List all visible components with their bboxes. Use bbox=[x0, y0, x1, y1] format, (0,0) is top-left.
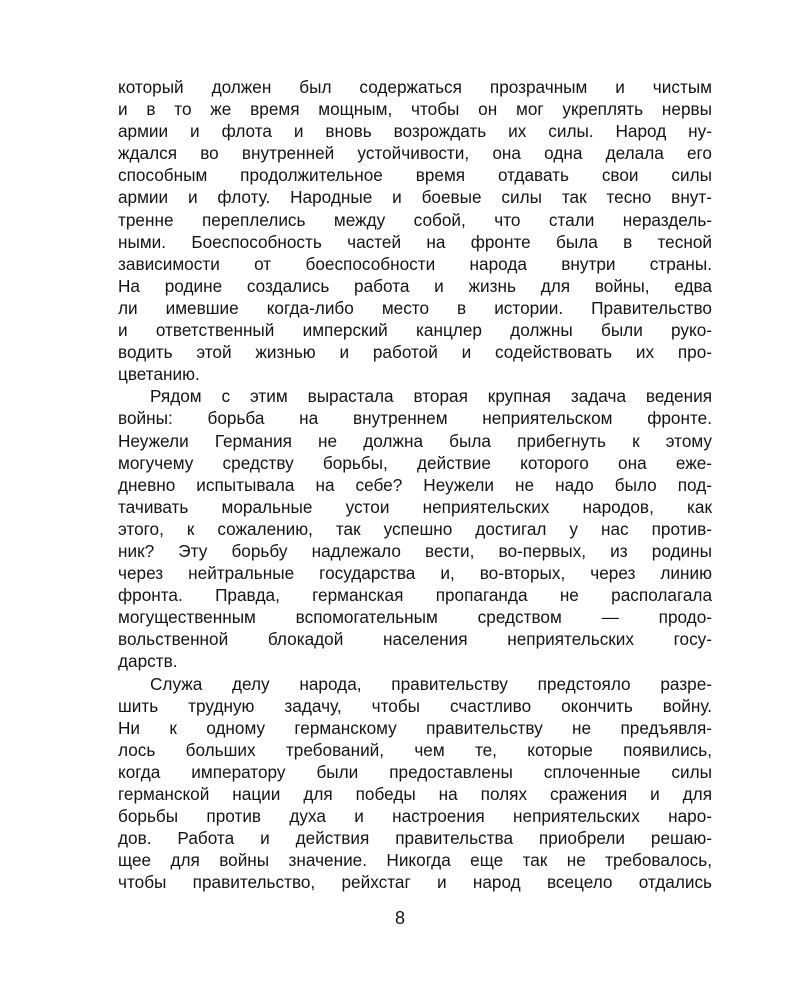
text-line: и ответственный имперский канцлер должны были руко- bbox=[118, 320, 712, 341]
text-line: могучему средству борьбы, действие которого она еже- bbox=[118, 452, 712, 473]
text-line: когда императору были предоставлены сплоченные силы bbox=[118, 761, 712, 782]
text-line: и в то же время мощным, чтобы он мог укреплять нервы bbox=[118, 99, 712, 120]
text-line: могущественным вспомогательным средством — продо- bbox=[118, 607, 712, 628]
text-line: армии и флоту. Народные и боевые силы так тесно внут- bbox=[118, 187, 712, 208]
text-line: войны: борьба на внутреннем неприятельском фронте. bbox=[118, 408, 712, 429]
text-line: способным продолжительное время отдавать свои силы bbox=[118, 165, 712, 186]
text-line: Неужели Германия не должна была прибегнуть к этому bbox=[118, 430, 712, 451]
text-line: армии и флота и вновь возрождать их силы. Народ ну- bbox=[118, 121, 712, 142]
text-line: германской нации для победы на полях сражения и для bbox=[118, 784, 712, 804]
text-line: щее для войны значение. Никогда еще так не требовалось, bbox=[118, 850, 712, 871]
page-number: 8 bbox=[394, 908, 405, 928]
paragraph-2 bbox=[118, 385, 712, 672]
text-line: водить этой жизнью и работой и содействовать их про- bbox=[118, 342, 712, 363]
text-line: зависимости от боеспособности народа внутри страны. bbox=[118, 253, 712, 274]
text-line: фронта. Правда, германская пропаганда не располагала bbox=[118, 585, 712, 606]
text-line: ждался во внутренней устойчивости, она одна делала его bbox=[118, 143, 712, 164]
text-line: этого, к сожалению, так успешно достигал у нас против- bbox=[118, 518, 712, 539]
text-line: цветанию. bbox=[118, 364, 200, 385]
text-line: ли имевшие когда-либо место в истории. Правительство bbox=[118, 297, 712, 318]
paragraph-1 bbox=[118, 76, 712, 385]
text-line: Служа делу народа, правительству предстояло разре- bbox=[150, 673, 712, 694]
text-line: вольственной блокадой населения неприятельских госу- bbox=[118, 629, 712, 650]
text-line: шить трудную задачу, чтобы счастливо окончить войну. bbox=[118, 695, 712, 716]
text-line: тренне переплелись между собой, что стали нераздель- bbox=[118, 209, 712, 230]
text-line: Рядом с этим вырастала вторая крупная задача ведения bbox=[150, 386, 712, 407]
text-line: ник? Эту борьбу надлежало вести, во-первых, из родины bbox=[118, 540, 712, 561]
text-line: дов. Работа и действия правительства приобрели решаю- bbox=[118, 828, 712, 849]
text-line: тачивать моральные устои неприятельских народов, как bbox=[118, 496, 712, 517]
text-line: дарств. bbox=[118, 651, 178, 672]
page-body bbox=[118, 76, 712, 893]
text-line: лось больших требований, чем те, которые появились, bbox=[118, 739, 712, 760]
paragraph-3 bbox=[118, 673, 712, 894]
text-line: Ни к одному германскому правительству не предъявля- bbox=[118, 717, 712, 738]
text-line: через нейтральные государства и, во-вторых, через линию bbox=[118, 563, 712, 584]
text-line: дневно испытывала на себе? Неужели не надо было под- bbox=[118, 474, 712, 495]
text-line: чтобы правительство, рейхстаг и народ всецело отдались bbox=[118, 872, 712, 893]
text-line: который должен был содержаться прозрачным и чистым bbox=[118, 77, 712, 97]
text-line: борьбы против духа и настроения неприятельских наро- bbox=[118, 806, 712, 827]
text-line: ными. Боеспособность частей на фронте была в тесной bbox=[118, 231, 712, 252]
text-line: На родине создались работа и жизнь для войны, едва bbox=[118, 275, 712, 296]
